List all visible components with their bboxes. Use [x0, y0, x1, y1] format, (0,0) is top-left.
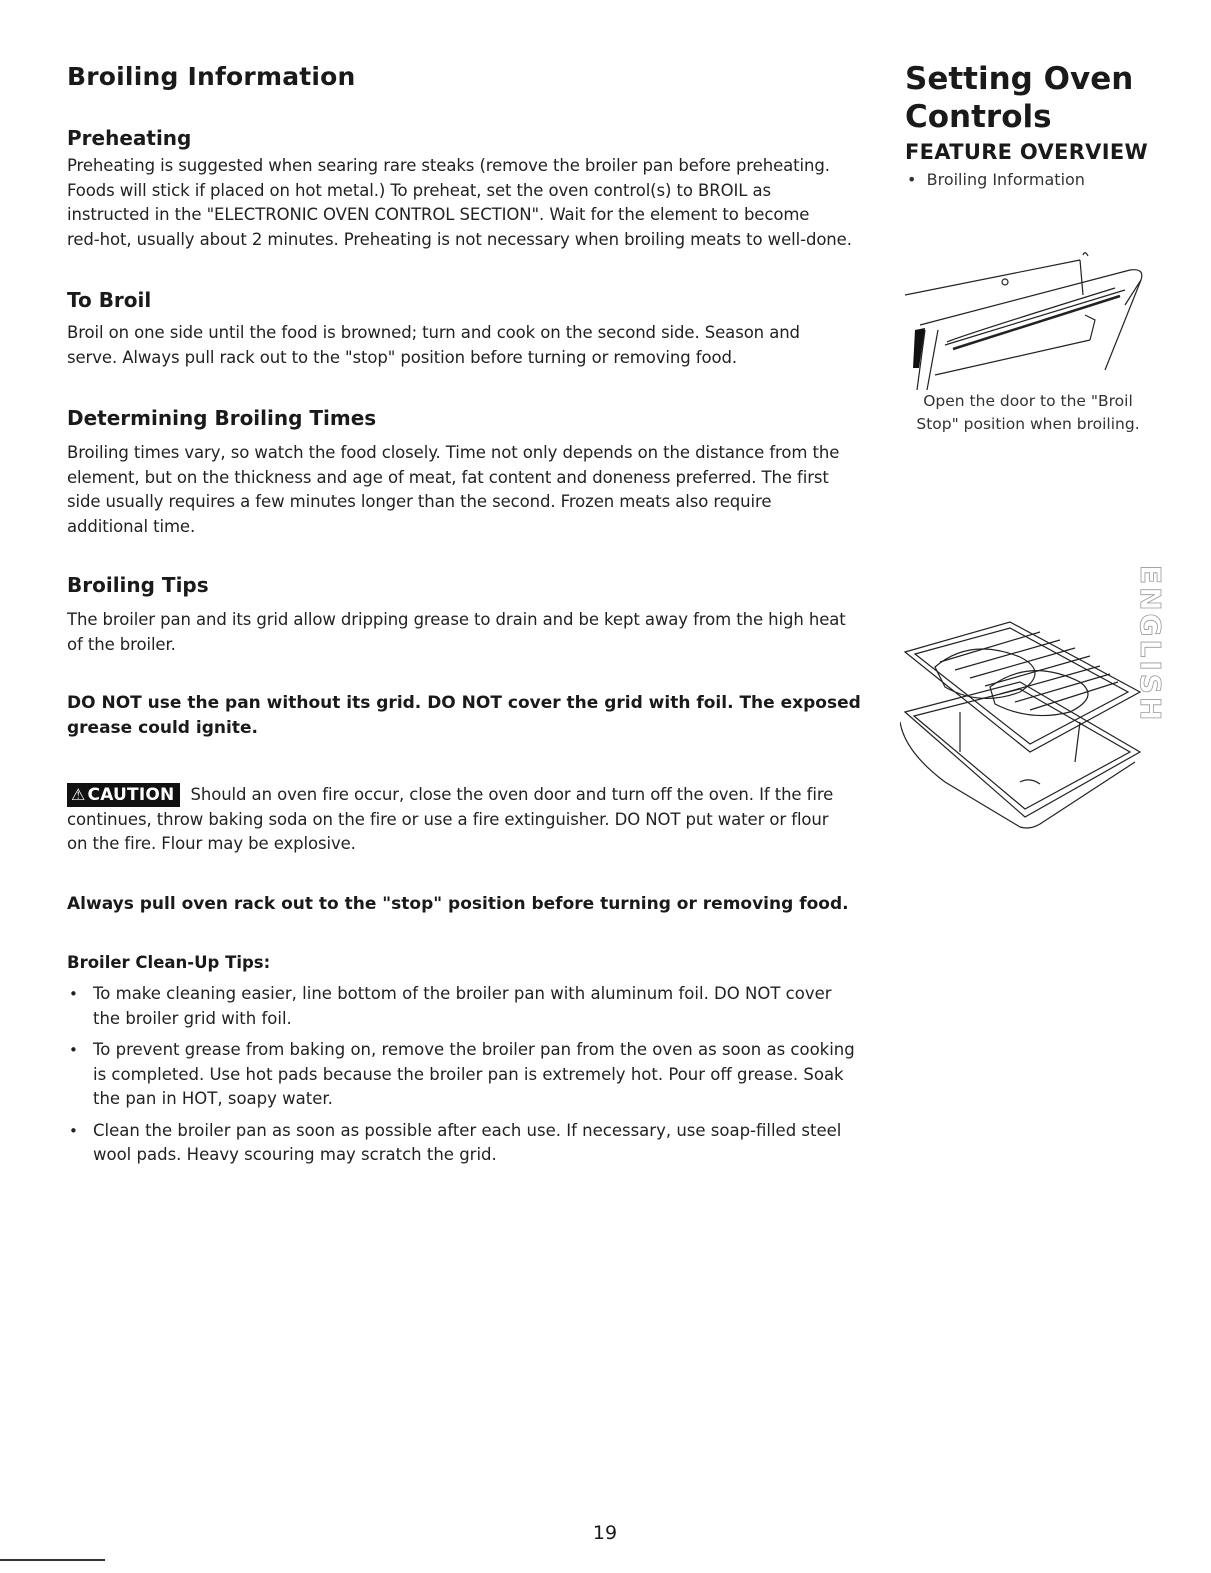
to-broil-heading: To Broil	[67, 288, 152, 312]
feature-overview-heading: FEATURE OVERVIEW	[905, 140, 1148, 164]
feature-bullet	[907, 170, 1085, 189]
warning-triangle-icon: ⚠	[71, 785, 86, 804]
caption-line: Open the door to the "Broil	[923, 392, 1133, 410]
bullet-icon: •	[907, 170, 917, 189]
text-line: The broiler pan and its grid allow dripping grease to drain and be kept away from the high heat	[67, 610, 846, 629]
broiler-pan-illustration	[900, 612, 1150, 832]
door-caption	[903, 390, 1153, 436]
text-line: wool pads. Heavy scouring may scratch the grid.	[93, 1145, 497, 1164]
list-item	[67, 1038, 887, 1112]
caution-text: Should an oven fire occur, close the oven door and turn off the oven. If the fire	[190, 785, 834, 804]
text-line: serve. Always pull rack out to the "stop" position before turning or removing food.	[67, 347, 737, 367]
list-item	[67, 1119, 887, 1168]
grid-warning	[67, 691, 887, 741]
text-line: continues, throw baking soda on the fire or use a fire extinguisher. DO NOT put water or flour	[67, 809, 829, 829]
caution-notice	[67, 783, 902, 857]
text-line: the pan in HOT, soapy water.	[93, 1089, 333, 1108]
text-line: Preheating is suggested when searing rare steaks (remove the broiler pan before preheating.	[67, 156, 830, 175]
text-line: • Clean the broiler pan as soon as possible after each use. If necessary, use soap-filled steel	[93, 1120, 842, 1140]
text-line: • To prevent grease from baking on, remove the broiler pan from the oven as soon as cooking	[93, 1040, 855, 1059]
text-line: Broiling times vary, so watch the food closely. Time not only depends on the distance from the	[67, 443, 840, 462]
language-tab: ENGLISH	[1134, 565, 1167, 724]
text-line: of the broiler.	[67, 634, 176, 654]
text-line: Foods will stick if placed on hot metal.) To preheat, set the oven control(s) to BROIL as	[67, 180, 771, 200]
determining-times-heading: Determining Broiling Times	[67, 406, 377, 430]
cleanup-heading: Broiler Clean-Up Tips:	[67, 953, 271, 972]
text-line: side usually requires a few minutes longer than the second. Frozen meats also require	[67, 492, 772, 511]
text-line: DO NOT use the pan without its grid. DO NOT cover the grid with foil. The exposed	[67, 693, 861, 713]
list-item	[67, 982, 887, 1031]
preheating-text	[67, 154, 897, 252]
text-line: additional time.	[67, 516, 196, 536]
determining-times-text	[67, 441, 897, 539]
text-line: Broil on one side until the food is browned; turn and cook on the second side. Season and	[67, 323, 800, 342]
text-line: element, but on the thickness and age of meat, fat content and doneness preferred. The first	[67, 467, 829, 487]
text-line: grease could ignite.	[67, 718, 258, 738]
text-line: • To make cleaning easier, line bottom of the broiler pan with aluminum foil. DO NOT cover	[93, 984, 832, 1003]
page-number: 19	[592, 1522, 618, 1544]
text-line: the broiler grid with foil.	[93, 1008, 292, 1028]
broiling-tips-text	[67, 608, 897, 657]
text-line: on the fire. Flour may be explosive.	[67, 834, 356, 853]
caution-badge	[67, 783, 180, 807]
page-title: Broiling Information	[67, 62, 356, 91]
text-line: instructed in the "ELECTRONIC OVEN CONTROL SECTION". Wait for the element to become	[67, 205, 810, 224]
title-line: Controls	[905, 99, 1052, 135]
text-line	[67, 783, 902, 808]
caption-line: Stop" position when broiling.	[916, 415, 1140, 433]
title-line: Setting Oven	[905, 61, 1134, 97]
text-line: red-hot, usually about 2 minutes. Preheating is not necessary when broiling meats to well-done.	[67, 229, 852, 249]
cleanup-list	[67, 982, 887, 1175]
footer-rule	[0, 1559, 105, 1561]
text-line: is completed. Use hot pads because the broiler pan is extremely hot. Pour off grease. Soak	[93, 1064, 844, 1084]
oven-door-illustration	[905, 250, 1155, 390]
preheating-heading: Preheating	[67, 126, 192, 150]
sidebar-title	[905, 60, 1195, 136]
rack-reminder: Always pull oven rack out to the "stop" position before turning or removing food.	[67, 894, 849, 914]
caution-label: CAUTION	[87, 785, 175, 805]
feature-bullet-label: Broiling Information	[926, 170, 1085, 189]
broiling-tips-heading: Broiling Tips	[67, 573, 209, 597]
to-broil-text	[67, 321, 897, 370]
